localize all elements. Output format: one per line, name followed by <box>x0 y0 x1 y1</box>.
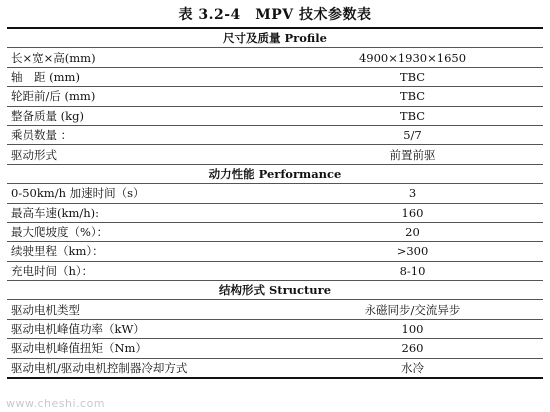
param-label: 充电时间（h）： <box>7 261 282 280</box>
param-label: 整备质量 (kg) <box>7 106 282 125</box>
section-header-row <box>7 281 543 300</box>
param-value: TBC <box>282 106 543 125</box>
table-row <box>7 300 543 319</box>
spec-table <box>7 27 543 379</box>
param-value: 8-10 <box>282 261 543 280</box>
param-label: 驱动电机类型 <box>7 300 282 319</box>
param-value: 3 <box>282 184 543 203</box>
param-value: TBC <box>282 67 543 86</box>
param-value: 160 <box>282 203 543 222</box>
table-title: 表 3.2-4 MPV 技术参数表 <box>178 7 372 23</box>
param-label: 乘员数量 ： <box>7 125 282 144</box>
param-label: 驱动电机峰值功率（kW） <box>7 319 282 338</box>
table-row <box>7 87 543 106</box>
table-row <box>7 222 543 241</box>
table-row <box>7 48 543 67</box>
table-row <box>7 319 543 338</box>
param-value: 4900×1930×1650 <box>282 48 543 67</box>
param-label: 续驶里程（km）： <box>7 242 282 261</box>
section-header-row <box>7 28 543 48</box>
table-row <box>7 184 543 203</box>
table-row <box>7 339 543 358</box>
table-row <box>7 242 543 261</box>
param-label: 轮距前/后 (mm) <box>7 87 282 106</box>
param-value: 前置前驱 <box>282 145 543 164</box>
param-label: 0-50km/h 加速时间（s） <box>7 184 282 203</box>
param-value: 永磁同步/交流异步 <box>282 300 543 319</box>
table-row <box>7 145 543 164</box>
param-value: >300 <box>282 242 543 261</box>
param-label: 长×宽×高(mm) <box>7 48 282 67</box>
param-label: 轴 距 (mm) <box>7 67 282 86</box>
table-row <box>7 67 543 86</box>
table-row <box>7 106 543 125</box>
param-label: 驱动电机/驱动电机控制器冷却方式 <box>7 358 282 378</box>
param-value: TBC <box>282 87 543 106</box>
param-value: 水冷 <box>282 358 543 378</box>
param-value: 5/7 <box>282 125 543 144</box>
table-row <box>7 125 543 144</box>
param-value: 100 <box>282 319 543 338</box>
param-label: 最大爬坡度（%）： <box>7 222 282 241</box>
param-label: 最高车速(km/h): <box>7 203 282 222</box>
section-header-row <box>7 164 543 183</box>
section-header-profile: 尺寸及质量 Profile <box>7 28 543 48</box>
table-row <box>7 358 543 378</box>
param-label: 驱动电机峰值扭矩（Nm） <box>7 339 282 358</box>
site-watermark: www.cheshi.com <box>6 397 106 410</box>
table-row <box>7 203 543 222</box>
param-value: 20 <box>282 222 543 241</box>
section-header-structure: 结构形式 Structure <box>7 281 543 300</box>
param-label: 驱动形式 <box>7 145 282 164</box>
table-row <box>7 261 543 280</box>
section-header-performance: 动力性能 Performance <box>7 164 543 183</box>
param-value: 260 <box>282 339 543 358</box>
